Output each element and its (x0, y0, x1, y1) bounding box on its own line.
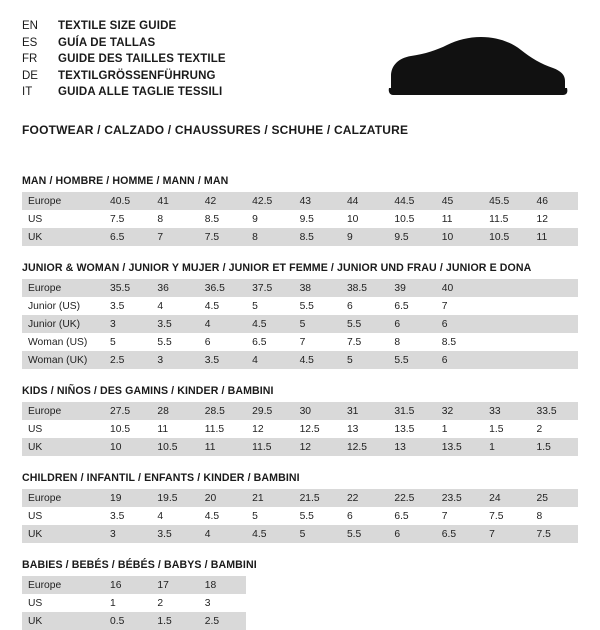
cell-empty (341, 594, 388, 612)
cell: 45 (436, 192, 483, 210)
section-kids (22, 385, 578, 456)
cell: 10.5 (388, 210, 435, 228)
cell: 2 (531, 420, 578, 438)
cell (531, 297, 578, 315)
cell: 4.5 (199, 507, 246, 525)
row-label: Europe (22, 192, 104, 210)
cell: 19.5 (151, 489, 198, 507)
cell: 10.5 (483, 228, 530, 246)
cell: 41 (151, 192, 198, 210)
cell: 20 (199, 489, 246, 507)
cell: 22.5 (388, 489, 435, 507)
size-table-kids (22, 402, 578, 456)
cell: 36.5 (199, 279, 246, 297)
cell: 4.5 (246, 525, 293, 543)
cell: 4.5 (294, 351, 341, 369)
cell: 21 (246, 489, 293, 507)
cell: 2 (151, 594, 198, 612)
language-row (22, 35, 226, 52)
cell: 3.5 (199, 351, 246, 369)
cell-empty (531, 612, 578, 630)
table-row (22, 612, 578, 630)
cell: 35.5 (104, 279, 151, 297)
size-table-man (22, 192, 578, 246)
cell: 9.5 (294, 210, 341, 228)
language-title: GUÍA DE TALLAS (58, 36, 156, 49)
cell: 0.5 (104, 612, 151, 630)
section-junior-woman (22, 262, 578, 369)
cell: 6 (388, 315, 435, 333)
cell: 4 (199, 525, 246, 543)
row-label: US (22, 210, 104, 228)
cell: 12 (294, 438, 341, 456)
cell: 18 (199, 576, 246, 594)
cell: 19 (104, 489, 151, 507)
cell: 1.5 (151, 612, 198, 630)
table-row (22, 210, 578, 228)
cell-empty (246, 612, 293, 630)
cell: 3 (199, 594, 246, 612)
cell: 21.5 (294, 489, 341, 507)
cell-empty (388, 612, 435, 630)
language-code: EN (22, 20, 38, 32)
cell: 13.5 (436, 438, 483, 456)
cell: 3.5 (104, 507, 151, 525)
cell: 22 (341, 489, 388, 507)
cell: 10 (341, 210, 388, 228)
section-title: MAN / HOMBRE / HOMME / MANN / MAN (22, 175, 229, 187)
cell: 6 (199, 333, 246, 351)
language-rows (22, 18, 226, 101)
cell: 6.5 (104, 228, 151, 246)
cell: 46 (531, 192, 578, 210)
cell: 5.5 (151, 333, 198, 351)
cell: 5 (341, 351, 388, 369)
cell-empty (483, 612, 530, 630)
cell (483, 279, 530, 297)
table-row (22, 228, 578, 246)
cell (531, 351, 578, 369)
table-row (22, 507, 578, 525)
table-row (22, 315, 578, 333)
cell: 44.5 (388, 192, 435, 210)
cell: 43 (294, 192, 341, 210)
section-title: BABIES / BEBÉS / BÉBÉS / BABYS / BAMBINI (22, 559, 257, 571)
cell: 12.5 (341, 438, 388, 456)
row-label: UK (22, 525, 104, 543)
section-children (22, 472, 578, 543)
language-code: DE (22, 69, 38, 82)
language-code: IT (22, 86, 33, 98)
cell: 1 (104, 594, 151, 612)
row-label: Woman (UK) (22, 351, 104, 369)
cell: 7.5 (199, 228, 246, 246)
cell: 8 (151, 210, 198, 228)
cell: 11.5 (199, 420, 246, 438)
row-label: US (22, 507, 104, 525)
table-row (22, 438, 578, 456)
cell-empty (436, 612, 483, 630)
dress-shoe-icon (385, 32, 570, 107)
cell: 28.5 (199, 402, 246, 420)
cell: 42 (199, 192, 246, 210)
cell: 33 (483, 402, 530, 420)
cell: 25 (531, 489, 578, 507)
cell: 5 (246, 507, 293, 525)
row-label: Junior (UK) (22, 315, 104, 333)
cell: 4.5 (246, 315, 293, 333)
cell (483, 351, 530, 369)
cell: 8 (246, 228, 293, 246)
cell: 8.5 (294, 228, 341, 246)
cell: 7 (436, 507, 483, 525)
language-row (22, 84, 226, 101)
cell: 11 (151, 420, 198, 438)
cell: 7.5 (531, 525, 578, 543)
cell: 30 (294, 402, 341, 420)
cell: 38 (294, 279, 341, 297)
header (22, 18, 578, 107)
cell: 6 (436, 315, 483, 333)
section-title: KIDS / NIÑOS / DES GAMINS / KINDER / BAMBINI (22, 385, 274, 397)
cell: 5.5 (388, 351, 435, 369)
cell: 5 (294, 525, 341, 543)
cell: 11 (199, 438, 246, 456)
cell: 37.5 (246, 279, 293, 297)
cell: 6.5 (388, 507, 435, 525)
table-row (22, 279, 578, 297)
size-table-junior-woman (22, 279, 578, 369)
table-row (22, 402, 578, 420)
cell: 9 (246, 210, 293, 228)
cell: 13 (388, 438, 435, 456)
cell: 3 (104, 315, 151, 333)
cell: 28 (151, 402, 198, 420)
cell: 8.5 (199, 210, 246, 228)
section-title: CHILDREN / INFANTIL / ENFANTS / KINDER / BAMBINI (22, 472, 300, 484)
cell: 6.5 (246, 333, 293, 351)
cell: 8 (388, 333, 435, 351)
language-title: TEXTILE SIZE GUIDE (58, 20, 177, 32)
cell: 42.5 (246, 192, 293, 210)
language-code: ES (22, 36, 38, 49)
cell: 5 (294, 315, 341, 333)
table-row (22, 333, 578, 351)
cell: 2.5 (104, 351, 151, 369)
row-label: UK (22, 612, 104, 630)
cell: 7.5 (341, 333, 388, 351)
cell: 5 (246, 297, 293, 315)
cell: 4 (246, 351, 293, 369)
table-row (22, 525, 578, 543)
cell (483, 297, 530, 315)
cell: 24 (483, 489, 530, 507)
cell: 9 (341, 228, 388, 246)
cell: 3 (104, 525, 151, 543)
cell: 38.5 (341, 279, 388, 297)
cell-empty (388, 594, 435, 612)
footwear-heading: FOOTWEAR / CALZADO / CHAUSSURES / SCHUHE / CALZATURE (22, 123, 409, 137)
cell-empty (341, 612, 388, 630)
table-row (22, 489, 578, 507)
cell: 29.5 (246, 402, 293, 420)
cell: 7 (151, 228, 198, 246)
row-label: Europe (22, 402, 104, 420)
table-row (22, 192, 578, 210)
cell (531, 279, 578, 297)
language-row (22, 51, 226, 68)
cell: 9.5 (388, 228, 435, 246)
cell: 39 (388, 279, 435, 297)
cell: 17 (151, 576, 198, 594)
cell: 11.5 (483, 210, 530, 228)
cell: 1 (436, 420, 483, 438)
cell-empty (294, 612, 341, 630)
row-label: Europe (22, 576, 104, 594)
size-table-babies (22, 576, 578, 630)
cell: 3.5 (104, 297, 151, 315)
cell (483, 333, 530, 351)
cell: 3 (151, 351, 198, 369)
section-title: JUNIOR & WOMAN / JUNIOR Y MUJER / JUNIOR ET FEMME / JUNIOR UND FRAU / JUNIOR E DONA (22, 262, 532, 274)
cell-empty (436, 594, 483, 612)
language-row (22, 68, 226, 85)
cell: 12.5 (294, 420, 341, 438)
cell-empty (294, 576, 341, 594)
table-row (22, 420, 578, 438)
cell: 40.5 (104, 192, 151, 210)
row-label: Europe (22, 279, 104, 297)
cell: 33.5 (531, 402, 578, 420)
row-label: Woman (US) (22, 333, 104, 351)
language-code: FR (22, 53, 38, 65)
table-row (22, 594, 578, 612)
cell: 45.5 (483, 192, 530, 210)
cell: 12 (246, 420, 293, 438)
table-row (22, 576, 578, 594)
cell: 10.5 (104, 420, 151, 438)
cell: 6 (341, 507, 388, 525)
row-label: Europe (22, 489, 104, 507)
cell: 7 (483, 525, 530, 543)
cell: 5.5 (341, 315, 388, 333)
cell-empty (483, 576, 530, 594)
language-title: TEXTILGRÖSSENFÜHRUNG (58, 69, 216, 82)
cell (531, 333, 578, 351)
language-row (22, 18, 226, 35)
cell: 3.5 (151, 315, 198, 333)
cell: 5 (104, 333, 151, 351)
cell: 6 (388, 525, 435, 543)
cell-empty (531, 576, 578, 594)
cell: 7.5 (483, 507, 530, 525)
cell-empty (246, 594, 293, 612)
size-table-children (22, 489, 578, 543)
cell: 5.5 (294, 297, 341, 315)
language-title: GUIDE DES TAILLES TEXTILE (58, 53, 226, 65)
cell: 1.5 (483, 420, 530, 438)
cell: 44 (341, 192, 388, 210)
cell-empty (388, 576, 435, 594)
cell-empty (341, 576, 388, 594)
cell: 10.5 (151, 438, 198, 456)
cell: 4 (151, 297, 198, 315)
section-babies (22, 559, 578, 630)
table-row (22, 351, 578, 369)
cell: 31 (341, 402, 388, 420)
cell: 13.5 (388, 420, 435, 438)
cell: 1 (483, 438, 530, 456)
cell: 7 (294, 333, 341, 351)
cell: 27.5 (104, 402, 151, 420)
cell-empty (531, 594, 578, 612)
cell: 4 (151, 507, 198, 525)
cell: 6.5 (436, 525, 483, 543)
cell-empty (246, 576, 293, 594)
section-man (22, 175, 578, 246)
cell: 8.5 (436, 333, 483, 351)
cell: 5.5 (294, 507, 341, 525)
cell: 11.5 (246, 438, 293, 456)
cell: 12 (531, 210, 578, 228)
cell-empty (294, 594, 341, 612)
table-row (22, 297, 578, 315)
cell: 11 (531, 228, 578, 246)
language-title: GUIDA ALLE TAGLIE TESSILI (58, 86, 223, 98)
cell-empty (436, 576, 483, 594)
cell: 6 (436, 351, 483, 369)
row-label: Junior (US) (22, 297, 104, 315)
row-label: UK (22, 438, 104, 456)
cell: 6.5 (388, 297, 435, 315)
cell: 4 (199, 315, 246, 333)
cell: 5.5 (341, 525, 388, 543)
cell: 7.5 (104, 210, 151, 228)
cell: 32 (436, 402, 483, 420)
row-label: US (22, 420, 104, 438)
cell: 6 (341, 297, 388, 315)
cell (531, 315, 578, 333)
cell: 16 (104, 576, 151, 594)
cell: 36 (151, 279, 198, 297)
cell: 7 (436, 297, 483, 315)
cell: 23.5 (436, 489, 483, 507)
cell: 40 (436, 279, 483, 297)
row-label: US (22, 594, 104, 612)
cell: 3.5 (151, 525, 198, 543)
row-label: UK (22, 228, 104, 246)
cell: 4.5 (199, 297, 246, 315)
cell: 10 (104, 438, 151, 456)
cell: 11 (436, 210, 483, 228)
cell: 10 (436, 228, 483, 246)
cell: 1.5 (531, 438, 578, 456)
cell: 13 (341, 420, 388, 438)
cell: 2.5 (199, 612, 246, 630)
cell: 31.5 (388, 402, 435, 420)
language-title-list (22, 18, 226, 101)
cell (483, 315, 530, 333)
cell: 8 (531, 507, 578, 525)
cell-empty (483, 594, 530, 612)
